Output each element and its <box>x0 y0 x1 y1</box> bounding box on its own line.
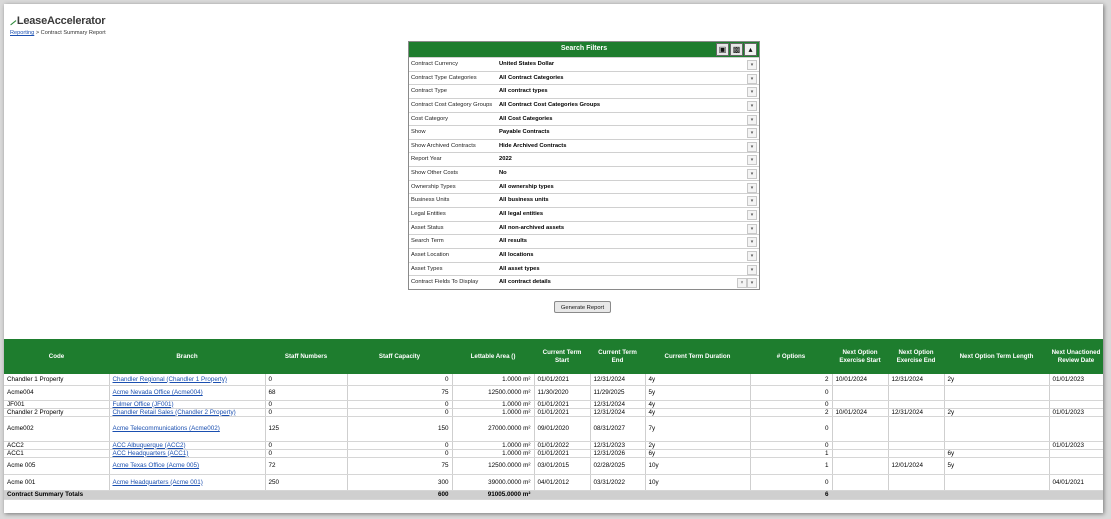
branch-link[interactable]: Acme Headquarters (Acme 001) <box>112 478 203 486</box>
filter-label: Asset Status <box>411 224 444 231</box>
filter-label: Asset Types <box>411 265 443 272</box>
breadcrumb <box>10 30 106 36</box>
chevron-down-icon[interactable]: ▾ <box>747 101 757 111</box>
table-cell: 0 <box>265 449 347 457</box>
totals-row <box>4 490 1103 499</box>
table-cell: 1.0000 m² <box>452 441 534 449</box>
column-header[interactable]: Current Term End <box>590 339 645 374</box>
branch-link[interactable]: Acme Nevada Office (Acme004) <box>112 389 203 396</box>
table-cell: 01/01/2021 <box>534 374 590 385</box>
table-body <box>4 374 1103 499</box>
filter-row[interactable] <box>409 262 759 276</box>
table-cell: 1.0000 m² <box>452 374 534 385</box>
table-cell: 12/31/2023 <box>590 441 645 449</box>
branch-link[interactable]: ACC Headquarters (ACC1) <box>112 449 189 457</box>
chevron-down-icon[interactable]: ▾ <box>747 128 757 138</box>
filter-row[interactable] <box>409 71 759 85</box>
column-header[interactable]: Next Option Exercise Start <box>832 339 888 374</box>
table-cell: 01/01/2021 <box>534 400 590 408</box>
search-filters-title: Search Filters <box>560 45 608 52</box>
filter-label: Cost Category <box>411 115 449 122</box>
filter-row[interactable] <box>409 139 759 153</box>
table-cell: 12500.0000 m² <box>452 385 534 400</box>
filter-label: Contract Currency <box>411 61 459 67</box>
table-cell <box>832 385 888 400</box>
filter-value[interactable]: All Contract Categories <box>499 74 564 81</box>
table-cell: 12/31/2026 <box>590 449 645 457</box>
table-cell: 0 <box>347 441 452 449</box>
table-row <box>4 441 1103 449</box>
table-cell: 10y <box>645 474 750 490</box>
filter-value[interactable]: All contract types <box>499 88 548 95</box>
table-cell[interactable] <box>109 400 265 408</box>
table-cell: 0 <box>265 441 347 449</box>
filter-row[interactable] <box>409 98 759 112</box>
table-cell <box>944 385 1049 400</box>
table-cell: 7y <box>645 416 750 441</box>
table-cell: 250 <box>265 474 347 490</box>
table-cell: 0 <box>347 400 452 408</box>
table-cell: 09/01/2020 <box>534 416 590 441</box>
table-cell: 5y <box>944 457 1049 474</box>
filter-value[interactable]: All ownership types <box>499 183 554 190</box>
table-cell: 300 <box>347 474 452 490</box>
table-cell[interactable] <box>109 457 265 474</box>
table-cell: 04/01/2021 <box>1049 474 1103 490</box>
filter-label: Business Units <box>411 197 450 204</box>
table-row <box>4 457 1103 474</box>
search-filters-header <box>409 42 759 57</box>
table-cell: 0 <box>750 400 832 408</box>
chevron-down-icon[interactable]: ▾ <box>747 265 757 275</box>
table-row <box>4 449 1103 457</box>
chevron-down-icon[interactable]: ▾ <box>747 224 757 234</box>
totals-cell <box>590 490 645 499</box>
table-cell: 12/31/2024 <box>590 400 645 408</box>
filter-label: Search Term <box>411 238 444 245</box>
filter-value[interactable]: All asset types <box>499 265 540 272</box>
branch-link[interactable]: Chandler Regional (Chandler 1 Property) <box>112 375 227 383</box>
table-cell: 0 <box>750 474 832 490</box>
table-cell: 2y <box>944 408 1049 416</box>
totals-cell <box>534 490 590 499</box>
table-cell <box>888 385 944 400</box>
filter-row[interactable] <box>409 248 759 262</box>
table-cell: 150 <box>347 416 452 441</box>
table-cell <box>832 457 888 474</box>
table-cell: 02/28/2025 <box>590 457 645 474</box>
breadcrumb-separator: > <box>35 30 40 36</box>
table-cell: 27000.0000 m² <box>452 416 534 441</box>
table-cell: 125 <box>265 416 347 441</box>
column-header[interactable]: Next Option Term Length <box>944 339 1049 374</box>
filter-row[interactable] <box>409 166 759 180</box>
filter-value[interactable]: All locations <box>499 251 534 258</box>
totals-cell <box>944 490 1049 499</box>
table-cell: 12/31/2024 <box>888 408 944 416</box>
table-cell: Acme 005 <box>4 457 109 474</box>
table-cell: 0 <box>750 416 832 441</box>
chevron-down-icon[interactable]: ▾ <box>747 278 757 288</box>
table-cell: 12/31/2024 <box>888 374 944 385</box>
filter-label: Asset Location <box>411 251 450 258</box>
table-cell: 12/01/2024 <box>888 457 944 474</box>
table-cell: 39000.0000 m² <box>452 474 534 490</box>
chevron-down-icon[interactable]: ▾ <box>747 155 757 165</box>
filter-value[interactable]: United States Dollar <box>499 61 555 67</box>
search-filters-panel <box>408 41 760 290</box>
totals-cell <box>645 490 750 499</box>
filter-value[interactable]: All contract details <box>499 279 551 286</box>
table-cell <box>1049 457 1103 474</box>
table-cell <box>944 441 1049 449</box>
table-cell: JF001 <box>4 400 109 408</box>
filter-row[interactable] <box>409 180 759 194</box>
filter-row[interactable] <box>409 152 759 166</box>
chevron-down-icon[interactable]: ▾ <box>747 210 757 220</box>
column-header[interactable]: Current Term Duration <box>645 339 750 374</box>
table-cell: 2 <box>750 408 832 416</box>
filter-label: Show Other Costs <box>411 170 459 177</box>
table-cell: 75 <box>347 457 452 474</box>
table-cell: 68 <box>265 385 347 400</box>
totals-cell <box>888 490 944 499</box>
table-cell: Acme004 <box>4 385 109 400</box>
table-cell: 4y <box>645 400 750 408</box>
generate-report-button[interactable]: Generate Report <box>554 301 611 313</box>
table-cell: 11/30/2020 <box>534 385 590 400</box>
branch-link[interactable]: ACC Albuquerque (ACC2) <box>112 441 186 449</box>
totals-cell: Contract Summary Totals <box>4 490 109 499</box>
totals-cell <box>832 490 888 499</box>
chevron-down-icon[interactable]: ▾ <box>747 60 757 70</box>
table-cell: 01/01/2021 <box>534 449 590 457</box>
filter-row[interactable] <box>409 57 759 71</box>
filter-row[interactable] <box>409 193 759 207</box>
column-header[interactable]: Code <box>4 339 109 374</box>
column-header[interactable]: Staff Capacity <box>347 339 452 374</box>
table-cell: 10/01/2024 <box>832 374 888 385</box>
table-cell: 08/31/2027 <box>590 416 645 441</box>
table-cell <box>944 474 1049 490</box>
totals-cell <box>109 490 265 499</box>
filter-value[interactable]: All legal entities <box>499 211 544 218</box>
column-header[interactable]: Next Unactioned Review Date <box>1049 339 1103 374</box>
report-window <box>4 4 1103 513</box>
table-cell <box>888 474 944 490</box>
table-cell: 2y <box>645 441 750 449</box>
column-header[interactable]: Branch <box>109 339 265 374</box>
filter-label: Contract Type <box>411 88 447 95</box>
table-row <box>4 400 1103 408</box>
filter-row[interactable] <box>409 125 759 139</box>
table-cell: 10y <box>645 457 750 474</box>
table-cell <box>832 416 888 441</box>
filter-label: Contract Type Categories <box>411 74 477 81</box>
breadcrumb-reporting-link[interactable]: Reporting <box>10 30 35 36</box>
filter-value[interactable]: All non-archived assets <box>499 224 565 231</box>
table-cell <box>888 416 944 441</box>
table-row <box>4 385 1103 400</box>
table-cell: 1.0000 m² <box>452 400 534 408</box>
filter-value[interactable]: All business units <box>499 197 549 204</box>
filter-row[interactable] <box>409 207 759 221</box>
table-cell: 2y <box>944 374 1049 385</box>
filter-value[interactable]: Payable Contracts <box>499 129 550 136</box>
table-cell: 0 <box>265 374 347 385</box>
chevron-down-icon[interactable]: ▾ <box>747 169 757 179</box>
table-cell: 03/01/2015 <box>534 457 590 474</box>
chevron-down-icon[interactable]: ▾ <box>747 183 757 193</box>
chevron-down-icon[interactable]: ▾ <box>747 87 757 97</box>
table-row <box>4 408 1103 416</box>
table-cell: 1.0000 m² <box>452 408 534 416</box>
table-cell: Chandler 1 Property <box>4 374 109 385</box>
table-cell: 0 <box>347 374 452 385</box>
table-cell <box>832 441 888 449</box>
filter-value[interactable]: 2022 <box>499 156 512 163</box>
table-cell[interactable] <box>109 385 265 400</box>
filter-label: Legal Entities <box>411 211 446 218</box>
table-cell <box>1049 385 1103 400</box>
table-cell: 01/01/2021 <box>534 408 590 416</box>
table-cell: 10/01/2024 <box>832 408 888 416</box>
logo-text: LeaseAccelerator <box>16 15 106 27</box>
table-cell[interactable] <box>109 474 265 490</box>
table-cell: 75 <box>347 385 452 400</box>
filter-label: Show <box>411 129 426 136</box>
table-cell <box>1049 416 1103 441</box>
table-cell: 6y <box>944 449 1049 457</box>
table-row <box>4 474 1103 490</box>
filter-label: Show Archived Contracts <box>411 142 476 149</box>
contract-summary-table <box>4 339 1103 500</box>
table-cell: ACC1 <box>4 449 109 457</box>
column-header[interactable]: Lettable Area () <box>452 339 534 374</box>
table-cell[interactable] <box>109 449 265 457</box>
table-cell: 0 <box>750 385 832 400</box>
table-cell: 5y <box>645 385 750 400</box>
table-cell: 01/01/2023 <box>1049 374 1103 385</box>
chevron-down-icon[interactable]: ▾ <box>747 251 757 261</box>
table-cell: 0 <box>347 408 452 416</box>
table-cell: 6y <box>645 449 750 457</box>
totals-cell: 600 <box>347 490 452 499</box>
table-cell <box>832 449 888 457</box>
branch-link[interactable]: Acme Telecommunications (Acme002) <box>112 425 220 432</box>
table-cell: 01/01/2022 <box>534 441 590 449</box>
table-cell: Chandler 2 Property <box>4 408 109 416</box>
filter-label: Contract Cost Category Groups <box>411 101 493 108</box>
column-header[interactable]: # Options <box>750 339 832 374</box>
table-cell <box>944 400 1049 408</box>
table-cell: ACC2 <box>4 441 109 449</box>
chevron-down-icon[interactable]: ▾ <box>747 74 757 84</box>
filter-rows <box>409 57 759 289</box>
table-header-row <box>4 339 1103 374</box>
table-cell <box>832 400 888 408</box>
table-cell <box>944 416 1049 441</box>
table-cell[interactable] <box>109 408 265 416</box>
filter-label: Ownership Types <box>411 183 456 190</box>
filter-row[interactable] <box>409 84 759 98</box>
filter-value[interactable]: No <box>499 170 507 177</box>
table-cell <box>832 474 888 490</box>
table-cell: 1 <box>750 449 832 457</box>
filter-label: Report Year <box>411 156 442 163</box>
chevron-down-icon[interactable]: ▾ <box>747 196 757 206</box>
chevron-down-icon[interactable]: ▾ <box>747 237 757 247</box>
table-cell: 12/31/2024 <box>590 408 645 416</box>
table-cell: 0 <box>265 400 347 408</box>
column-header[interactable]: Staff Numbers <box>265 339 347 374</box>
table-cell: Acme002 <box>4 416 109 441</box>
table-cell: 03/31/2022 <box>590 474 645 490</box>
branch-link[interactable]: Chandler Retail Sales (Chandler 2 Property) <box>112 408 236 416</box>
table-cell[interactable] <box>109 441 265 449</box>
breadcrumb-current: Contract Summary Report <box>40 30 106 36</box>
table-cell: 01/01/2023 <box>1049 408 1103 416</box>
table-cell: 0 <box>347 449 452 457</box>
table-cell: 01/01/2023 <box>1049 441 1103 449</box>
table-cell: 2 <box>750 374 832 385</box>
collapse-up-icon[interactable]: ▴ <box>744 43 757 56</box>
table-cell: 4y <box>645 374 750 385</box>
logo <box>10 11 105 28</box>
totals-cell <box>265 490 347 499</box>
table-cell <box>888 449 944 457</box>
table-cell <box>888 441 944 449</box>
table-cell: 0 <box>750 441 832 449</box>
filter-value[interactable]: All results <box>499 238 528 245</box>
table-row <box>4 374 1103 385</box>
filter-value[interactable]: Hide Archived Contracts <box>499 142 567 149</box>
table-cell: 4y <box>645 408 750 416</box>
branch-link[interactable]: Acme Texas Office (Acme 005) <box>112 462 200 469</box>
table-cell[interactable] <box>109 416 265 441</box>
table-cell: 12/31/2024 <box>590 374 645 385</box>
floppy-disk-icon[interactable]: ▣ <box>716 43 729 56</box>
table-cell <box>888 400 944 408</box>
filter-row[interactable] <box>409 221 759 235</box>
export-icon[interactable]: ▩ <box>730 43 743 56</box>
table-cell: 04/01/2012 <box>534 474 590 490</box>
table-cell: Acme 001 <box>4 474 109 490</box>
table-cell <box>1049 449 1103 457</box>
chevron-down-icon[interactable]: ▾ <box>747 142 757 152</box>
filter-value[interactable]: All Cost Categories <box>499 115 553 122</box>
column-header[interactable]: Current Term Start <box>534 339 590 374</box>
table-cell[interactable] <box>109 374 265 385</box>
chevron-down-icon[interactable]: ▾ <box>747 115 757 125</box>
filter-row[interactable] <box>409 112 759 126</box>
filter-row[interactable] <box>409 234 759 248</box>
table-cell: 12500.0000 m² <box>452 457 534 474</box>
clear-icon[interactable]: × <box>737 278 747 288</box>
filter-value[interactable]: All Contract Cost Categories Groups <box>499 101 601 108</box>
totals-cell: 91005.0000 m² <box>452 490 534 499</box>
table-cell: 1 <box>750 457 832 474</box>
table-cell <box>1049 400 1103 408</box>
column-header[interactable]: Next Option Exercise End <box>888 339 944 374</box>
filter-label: Contract Fields To Display <box>411 279 479 286</box>
table-cell: 11/29/2025 <box>590 385 645 400</box>
table-cell: 72 <box>265 457 347 474</box>
leaf-logo-icon: ⸝ <box>10 13 16 27</box>
table-cell: 1.0000 m² <box>452 449 534 457</box>
branch-link[interactable]: Fulmer Office (JF001) <box>112 400 174 408</box>
table-row <box>4 416 1103 441</box>
totals-cell <box>1049 490 1103 499</box>
table-cell: 0 <box>265 408 347 416</box>
totals-cell: 6 <box>750 490 832 499</box>
filter-row[interactable] <box>409 275 759 289</box>
